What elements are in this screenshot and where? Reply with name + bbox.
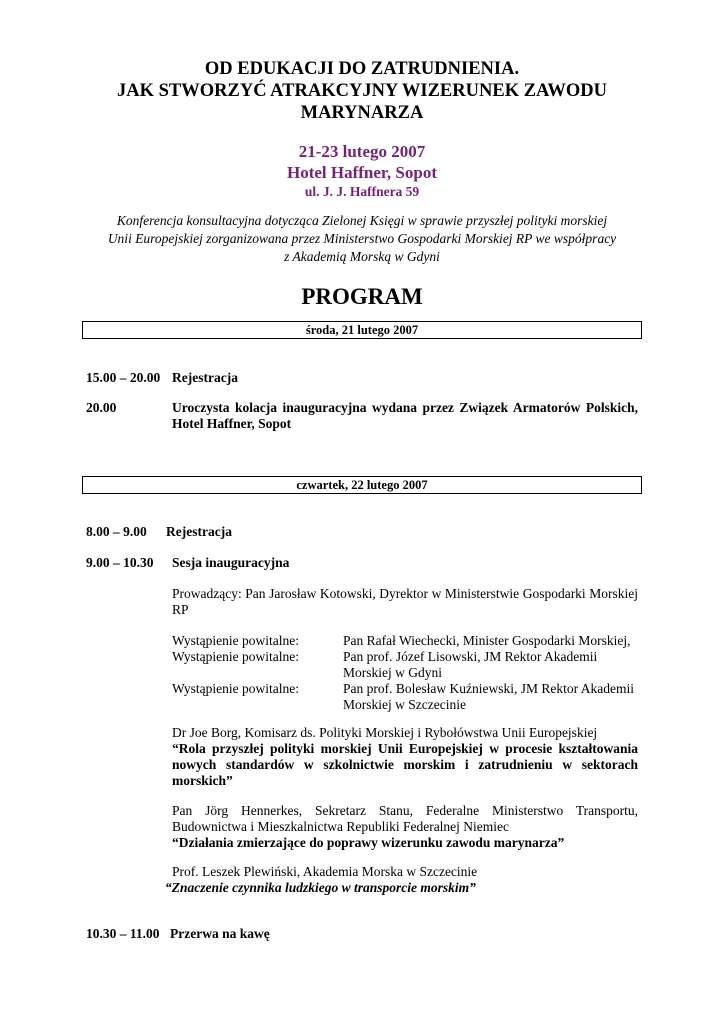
agenda-title: Rejestracja bbox=[172, 370, 238, 385]
day-header-wednesday: środa, 21 lutego 2007 bbox=[82, 321, 642, 339]
welcome-label: Wystąpienie powitalne: bbox=[172, 681, 300, 696]
intro-line-1: Konferencja konsultacyjna dotycząca Zielonej Księgi w sprawie przyszłej polityki morskiej bbox=[116, 213, 608, 228]
agenda-time: 20.00 bbox=[86, 400, 117, 415]
event-venue: Hotel Haffner, Sopot bbox=[286, 163, 437, 182]
agenda-title: Rejestracja bbox=[166, 524, 232, 539]
agenda-title: Sesja inauguracyjna bbox=[172, 555, 290, 570]
title-line-3: MARYNARZA bbox=[300, 103, 424, 123]
welcome-speaker-cont: Morskiej w Gdyni bbox=[343, 665, 442, 680]
intro-line-3: z Akademią Morską w Gdyni bbox=[284, 249, 440, 264]
session-chair-cont: RP bbox=[172, 602, 189, 617]
talk-speaker: Prof. Leszek Plewiński, Akademia Morska w Szczecinie bbox=[172, 864, 478, 879]
title-line-2: JAK STWORZYĆ ATRAKCYJNY WIZERUNEK ZAWODU bbox=[117, 81, 607, 101]
agenda-title-cont: Hotel Haffner, Sopot bbox=[172, 416, 292, 431]
talk-title: “Rola przyszłej polityki morskiej Unii Europejskiej w procesie kształtowania bbox=[172, 741, 638, 756]
agenda-title: Przerwa na kawę bbox=[170, 926, 270, 941]
talk-title: “Działania zmierzające do poprawy wizerunku zawodu marynarza” bbox=[172, 835, 565, 850]
title-line-1: OD EDUKACJI DO ZATRUDNIENIA. bbox=[204, 59, 520, 79]
welcome-label: Wystąpienie powitalne: bbox=[172, 649, 300, 664]
welcome-speaker: Pan prof. Bolesław Kuźniewski, JM Rektor Akademii bbox=[343, 681, 634, 696]
welcome-speaker: Pan prof. Józef Lisowski, JM Rektor Akademii bbox=[343, 649, 598, 664]
agenda-time: 15.00 – 20.00 bbox=[86, 370, 161, 385]
talk-title-cont: morskich” bbox=[172, 773, 233, 788]
event-address: ul. J. J. Haffnera 59 bbox=[304, 184, 420, 199]
agenda-time: 9.00 – 10.30 bbox=[86, 555, 154, 570]
talk-title: “Znaczenie czynnika ludzkiego w transporcie morskim” bbox=[165, 880, 476, 895]
talk-title-cont: nowych standardów w szkolnictwie morskim i zatrudnieniu w sektorach bbox=[172, 757, 638, 772]
talk-speaker-cont: Budownictwa i Mieszkalnictwa Republiki Federalnej Niemiec bbox=[172, 819, 510, 834]
day-header-thursday: czwartek, 22 lutego 2007 bbox=[82, 476, 642, 494]
agenda-time: 8.00 – 9.00 bbox=[86, 524, 147, 539]
welcome-label: Wystąpienie powitalne: bbox=[172, 633, 300, 648]
agenda-time: 10.30 – 11.00 bbox=[86, 926, 160, 941]
session-chair: Prowadzący: Pan Jarosław Kotowski, Dyrektor w Ministerstwie Gospodarki Morskiej bbox=[172, 586, 638, 601]
event-dates: 21-23 lutego 2007 bbox=[298, 142, 426, 161]
intro-line-2: Unii Europejskiej zorganizowana przez Ministerstwo Gospodarki Morskiej RP we współpracy bbox=[107, 231, 617, 246]
welcome-speaker-cont: Morskiej w Szczecinie bbox=[343, 697, 466, 712]
welcome-speaker: Pan Rafał Wiechecki, Minister Gospodarki Morskiej, bbox=[343, 633, 631, 648]
talk-speaker: Dr Joe Borg, Komisarz ds. Polityki Morskiej i Rybołówstwa Unii Europejskiej bbox=[172, 725, 598, 740]
agenda-title: Uroczysta kolacja inauguracyjna wydana przez Związek Armatorów Polskich, bbox=[172, 400, 638, 415]
program-heading: PROGRAM bbox=[301, 284, 423, 309]
talk-speaker: Pan Jörg Hennerkes, Sekretarz Stanu, Federalne Ministerstwo Transportu, bbox=[172, 803, 638, 818]
